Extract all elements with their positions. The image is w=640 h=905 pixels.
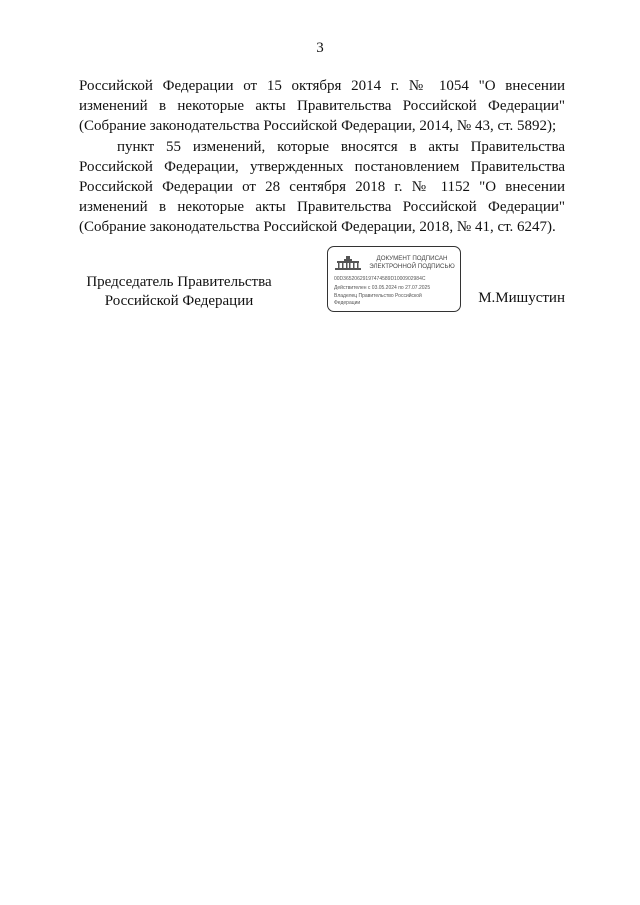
stamp-title	[368, 255, 456, 270]
stamp-title-line-1: ДОКУМЕНТ ПОДПИСАН	[376, 255, 448, 262]
stamp-title-line-2: ЭЛЕКТРОННОЙ ПОДПИСЬЮ	[369, 262, 455, 270]
stamp-validity: Действителен с 03.05.2024 по 27.07.2025	[334, 285, 431, 291]
paragraph-2: пункт 55 изменений, которые вносятся в акты Правительства Российской Федерации, утвержденных постановлением Правительства Российской Федерации от 28 сентября 2018 г. № 1152 "О внесении изменений в некоторые акты Правительства Российской Федерации" (Собрание законодательства Российской Федерации, 2018, № 41, ст. 6247).	[79, 138, 565, 236]
signer-position-line-1: Председатель Правительства	[86, 274, 272, 290]
signer-position	[79, 273, 279, 311]
government-building-icon	[335, 256, 361, 270]
paragraph-1: Российской Федерации от 15 октября 2014 г. № 1054 "О внесении изменений в некоторые акты Правительства Российской Федерации" (Собрание законодательства Российской Федерации, 2014, № 43, ст. 5892);	[79, 78, 565, 135]
stamp-owner-line-1: Владелец Правительство Российской	[334, 293, 422, 299]
electronic-signature-stamp	[327, 246, 461, 312]
signer-position-line-2: Российской Федерации	[104, 293, 254, 309]
signer-name: М.Мишустин	[478, 290, 565, 306]
document-body	[79, 76, 565, 238]
page-number: 3	[316, 40, 324, 56]
stamp-owner-line-2: Федерации	[334, 300, 361, 306]
stamp-certificate: 00D36520629197474589D1000902984C	[334, 276, 426, 282]
